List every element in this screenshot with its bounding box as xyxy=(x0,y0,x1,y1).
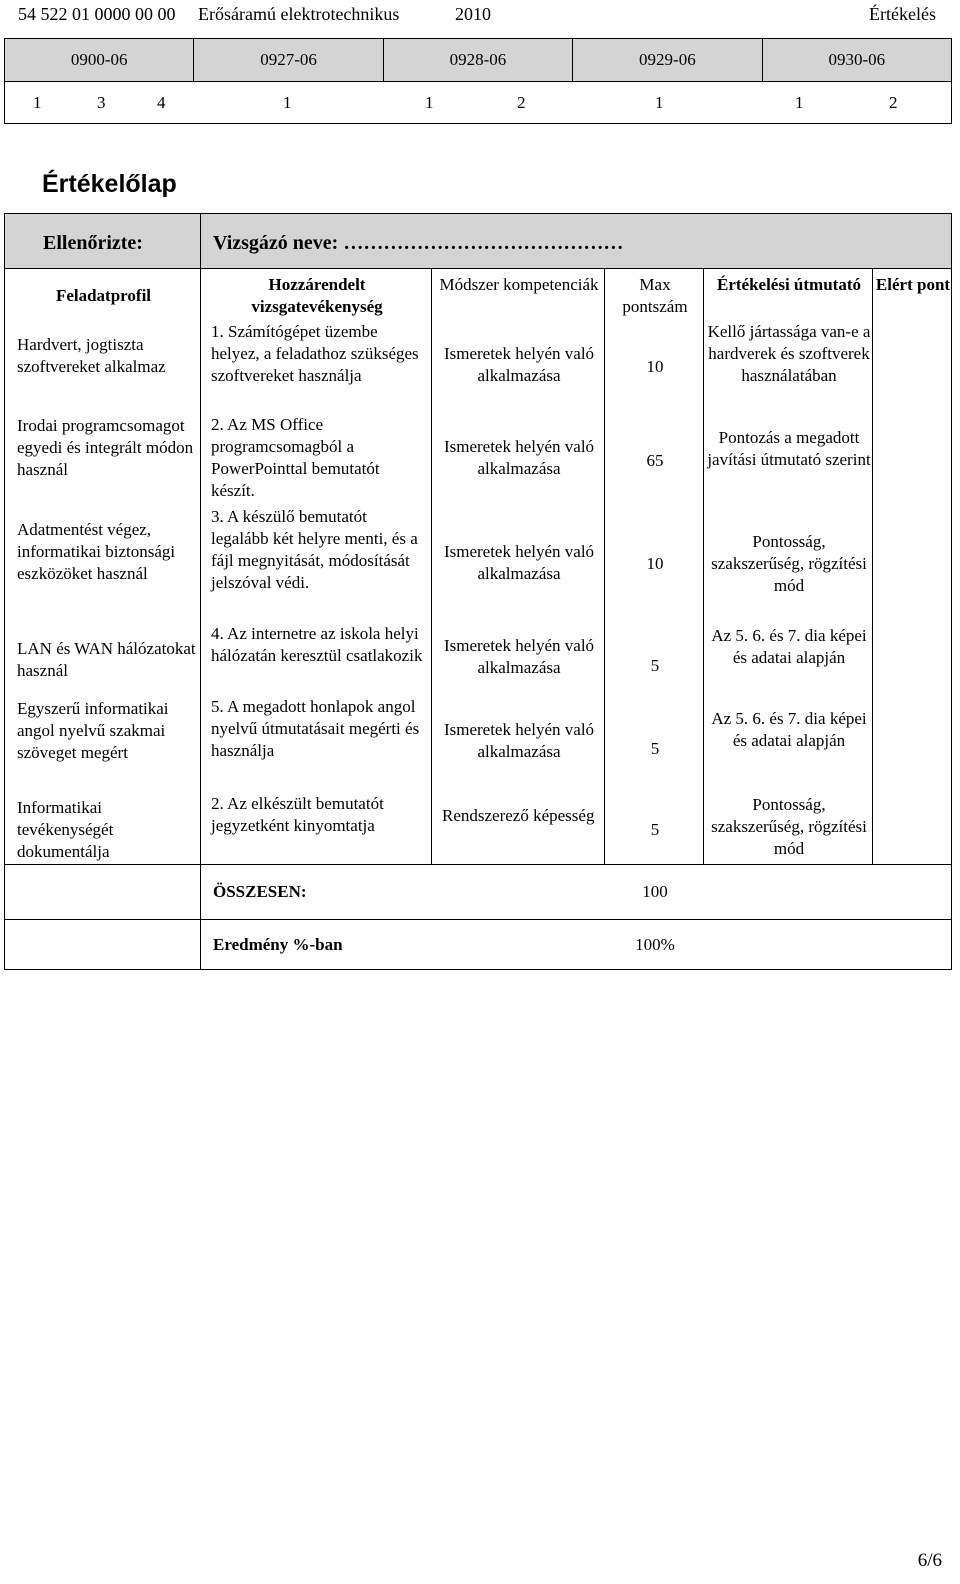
column-header-profile: Feladatprofil xyxy=(55,286,152,305)
max-value: 65 xyxy=(646,451,664,470)
method-item: Ismeretek helyén való alkalmazása xyxy=(443,542,595,583)
evaluation-sheet xyxy=(4,213,952,970)
module-code: 0928-06 xyxy=(383,39,572,82)
column-header-activity: Hozzárendelt vizsgatevékenység xyxy=(251,275,383,316)
guide-column xyxy=(703,268,873,865)
module-codes-row xyxy=(5,39,952,82)
total-row xyxy=(200,864,952,920)
module-counts-row xyxy=(4,82,952,124)
header-section: Értékelés xyxy=(869,4,936,24)
guide-item: Pontosság, szakszerűség, rögzítési mód xyxy=(711,795,867,858)
count-cell: 4 xyxy=(157,93,166,112)
column-header-guide: Értékelési útmutató xyxy=(716,275,861,294)
result-label: Eredmény %-ban xyxy=(213,935,343,954)
qualification-code: 54 522 01 0000 00 00 xyxy=(18,4,176,24)
count-cell: 2 xyxy=(517,93,526,112)
method-item: Ismeretek helyén való alkalmazása xyxy=(443,344,595,385)
count-cell: 2 xyxy=(889,93,898,112)
module-codes-table xyxy=(4,38,952,82)
profile-item: Adatmentést végez, informatikai biztonsági eszközöket használ xyxy=(17,520,176,583)
count-cell: 1 xyxy=(33,93,42,112)
qualification-name: Erősáramú elektrotechnikus xyxy=(198,4,400,24)
profile-item: Informatikai tevékenységét dokumentálja xyxy=(17,798,114,861)
count-cell: 1 xyxy=(425,93,434,112)
method-item: Ismeretek helyén való alkalmazása xyxy=(443,636,595,677)
candidate-label: Vizsgázó neve: …………………………………… xyxy=(213,232,624,254)
page-header xyxy=(0,0,960,30)
method-column xyxy=(431,268,605,865)
method-item: Ismeretek helyén való alkalmazása xyxy=(443,437,595,478)
max-value: 5 xyxy=(650,656,660,675)
module-code: 0927-06 xyxy=(194,39,383,82)
activity-item: 2. Az MS Office programcsomagból a PowerPointtal bemutatót készít. xyxy=(211,415,380,500)
guide-item: Pontosság, szakszerűség, rögzítési mód xyxy=(711,532,867,595)
profile-item: Egyszerű informatikai angol nyelvű szakmai szöveget megért xyxy=(17,699,169,762)
max-value: 5 xyxy=(650,820,660,839)
module-code: 0929-06 xyxy=(573,39,762,82)
max-value: 10 xyxy=(646,357,664,376)
column-header-achieved: Elért pont xyxy=(875,275,951,294)
achieved-column xyxy=(872,268,952,865)
module-code: 0930-06 xyxy=(762,39,951,82)
guide-item: Kellő jártassága van-e a hardverek és szoftverek használatában xyxy=(707,322,871,385)
count-cell: 1 xyxy=(655,93,664,112)
guide-item: Pontozás a megadott javítási útmutató szerint xyxy=(707,428,871,469)
profile-item: LAN és WAN hálózatokat használ xyxy=(17,639,196,680)
header-year: 2010 xyxy=(455,4,491,24)
page-number: 6/6 xyxy=(917,1550,942,1571)
column-header-max: Max pontszám xyxy=(622,275,688,316)
result-row xyxy=(200,919,952,970)
profile-item: Irodai programcsomagot egyedi és integrált módon használ xyxy=(17,416,194,479)
count-cell: 1 xyxy=(283,93,292,112)
count-cell: 3 xyxy=(97,93,106,112)
checked-label: Ellenőrizte: xyxy=(43,232,143,254)
activity-column xyxy=(200,268,432,865)
page-title: Értékelőlap xyxy=(42,170,177,198)
profile-column xyxy=(4,268,201,865)
activity-item: 2. Az elkészült bemutatót jegyzetként kinyomtatja xyxy=(211,794,384,835)
max-column xyxy=(604,268,704,865)
max-value: 10 xyxy=(646,554,664,573)
result-value: 100% xyxy=(635,935,675,954)
activity-item: 3. A készülő bemutatót legalább két helyre menti, és a fájl megnyitását, módosítását jelszóval védi. xyxy=(211,507,418,592)
total-left-cell xyxy=(4,864,201,920)
activity-item: 4. Az internetre az iskola helyi hálózatán keresztül csatlakozik xyxy=(211,624,423,665)
checked-cell xyxy=(4,213,201,269)
candidate-cell xyxy=(200,213,952,269)
activity-item: 5. A megadott honlapok angol nyelvű útmutatásait megérti és használja xyxy=(211,697,420,760)
guide-item: Az 5. 6. és 7. dia képei és adatai alapján xyxy=(711,709,867,750)
method-item: Ismeretek helyén való alkalmazása xyxy=(443,720,595,761)
method-item: Rendszerező képesség xyxy=(442,806,595,825)
activity-item: 1. Számítógépet üzembe helyez, a feladathoz szükséges szoftvereket használja xyxy=(211,322,419,385)
profile-item: Hardvert, jogtiszta szoftvereket alkalmaz xyxy=(17,335,166,376)
module-code: 0900-06 xyxy=(5,39,194,82)
total-label: ÖSSZESEN: xyxy=(213,882,307,901)
column-header-method: Módszer kompetenciák xyxy=(439,275,599,294)
guide-item: Az 5. 6. és 7. dia képei és adatai alapján xyxy=(711,626,867,667)
count-cell: 1 xyxy=(795,93,804,112)
result-left-cell xyxy=(4,919,201,970)
total-value: 100 xyxy=(642,882,668,901)
max-value: 5 xyxy=(650,739,660,758)
